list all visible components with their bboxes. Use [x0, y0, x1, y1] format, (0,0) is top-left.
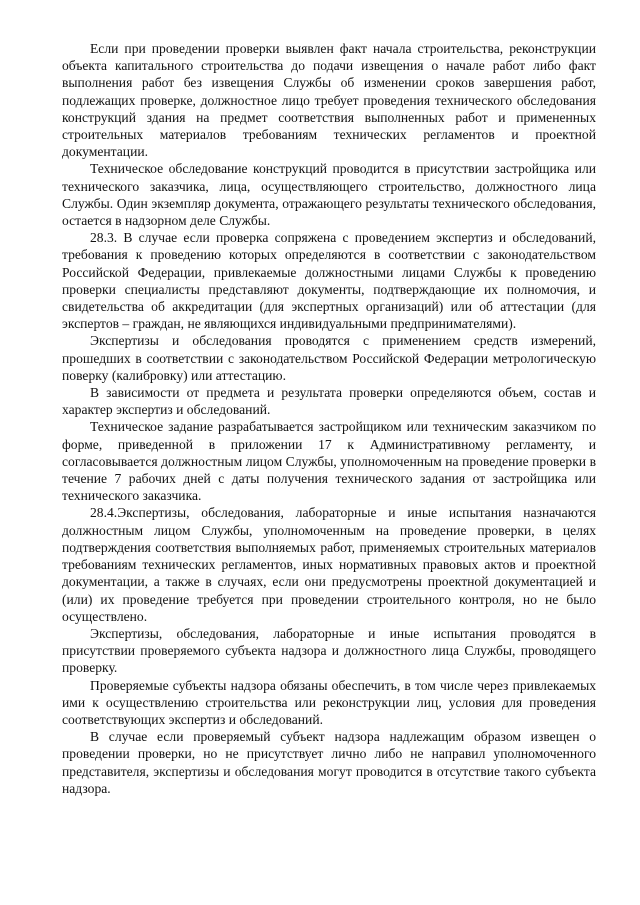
paragraph-presence-of-subject: Экспертизы, обследования, лабораторные и иные испытания проводятся в присутствии проверяемого субъекта надзора и должностного лица Службы, проводящего проверку.: [62, 625, 596, 676]
paragraph-technical-assignment: Техническое задание разрабатывается застройщиком или техническим заказчиком по форме, приведенной в приложении 17 к Административному регламенту, и согласовывается должностным лицом Службы, уполномоченным на проведение проверки в течение 7 рабочих дней с даты получения технического задания от застройщика или технического заказчика.: [62, 419, 596, 504]
paragraph-28-4: 28.4.Экспертизы, обследования, лабораторные и иные испытания назначаются должностным лицом Службы, уполномоченным на проведение проверки, в целях подтверждения соответствия выполняемых работ, применяемых строительных материалов требованиям технических регламентов, иных нормативных правовых актов и проектной документации, а также в случаях, если они предусмотрены проектной документацией и (или) их проведение требуется при проведении строительного контроля, но не было осуществлено.: [62, 505, 596, 624]
paragraph-subject-obligations: Проверяемые субъекты надзора обязаны обеспечить, в том числе через привлекаемых ими к осуществлению строительства или реконструкции лиц, условия для проведения соответствующих экспертиз и обследований.: [62, 677, 596, 727]
paragraph-scope-of-expertise: В зависимости от предмета и результата проверки определяются объем, состав и характер экспертиз и обследований.: [62, 385, 596, 418]
paragraph-technical-inspection: Техническое обследование конструкций проводится в присутствии застройщика или технического заказчика, лица, осуществляющего строительство, должностного лица Службы. Один экземпляр документа, отражающего результаты технического обследования, остается в надзорном деле Службы.: [62, 161, 596, 229]
paragraph-measurement-instruments: Экспертизы и обследования проводятся с применением средств измерений, прошедших в соответствии с законодательством Российской Федерации метрологическую поверку (калибровку) или аттестацию.: [62, 333, 596, 383]
paragraph-28-3: 28.3. В случае если проверка сопряжена с проведением экспертиз и обследований, требования к проведению которых определяются в соответствии с законодательством Российской Федерации, привлекаемые должностными лицами Службы к проведению проверки специалисты представляют документы, подтверждающие их полномочия, и свидетельства об аккредитации (для экспертных организаций) или об аттестации (для экспертов – граждан, не являющихся индивидуальными предпринимателями).: [62, 230, 596, 332]
document-page: [62, 40, 596, 797]
paragraph-construction-start-violation: Если при проведении проверки выявлен факт начала строительства, реконструкции объекта капитального строительства до подачи извещения о начале работ либо факт выполнения работ без извещения Службы об изменении сроков завершения работ, подлежащих проверке, должностное лицо требует проведения технического обследования конструкций здания на предмет соответствия выполненных работ и примененных строительных материалов требованиям технических регламентов и проектной документации.: [62, 41, 596, 160]
paragraph-absence-of-subject: В случае если проверяемый субъект надзора надлежащим образом извещен о проведении проверки, но не присутствует лично либо не направил уполномоченного представителя, экспертизы и обследования могут проводится в отсутствие такого субъекта надзора.: [62, 729, 596, 796]
